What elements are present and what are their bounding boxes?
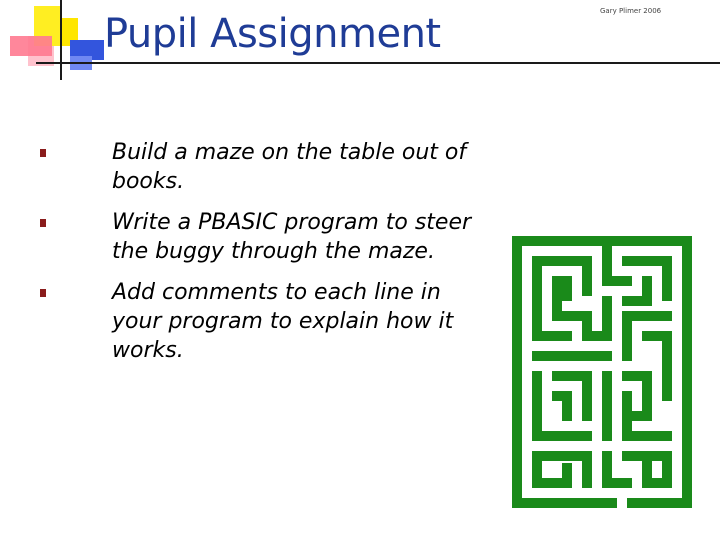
decor-vertical-line: [60, 0, 62, 80]
author-credit: Gary Plimer 2006: [600, 7, 662, 15]
bullet-text: Add comments to each line in your program to explain how it works.: [112, 280, 454, 363]
bullet-list: [30, 138, 490, 377]
square-bullet-icon: [40, 219, 46, 227]
bullet-item: [30, 208, 490, 266]
square-bullet-icon: [40, 149, 46, 157]
bullet-item: [30, 138, 490, 196]
decor-square-pink: [10, 36, 52, 56]
square-bullet-icon: [40, 289, 46, 297]
bullet-item: [30, 278, 490, 365]
bullet-text: Build a maze on the table out of books.: [112, 140, 467, 194]
slide-title: Pupil Assignment: [104, 11, 441, 57]
bullet-text: Write a PBASIC program to steer the buggy through the maze.: [112, 210, 472, 264]
maze-icon: [512, 236, 692, 508]
title-underline: [36, 62, 720, 64]
